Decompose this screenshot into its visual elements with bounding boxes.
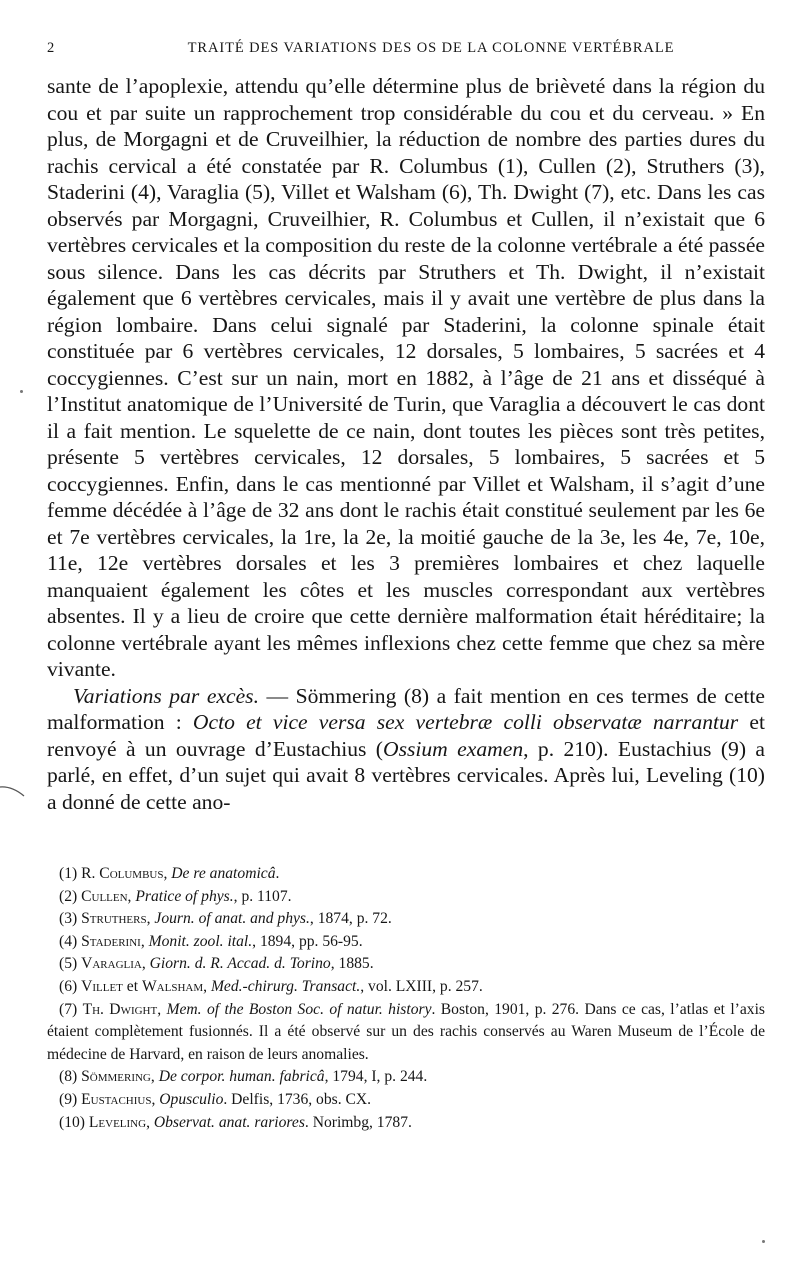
- paragraph-apoplexie: sante de l’apoplexie, attendu qu’elle détermine plus de brièveté dans la région du cou et par suite un rapprochement trop considérable du cou et du cerveau. » En plus, de Morgagni et de Cruveilhier, la réduction de nombre des parties dures du rachis cervical a été constatée par R. Columbus (1), Cullen (2), Struthers (3), Staderini (4), Varaglia (5), Villet et Walsham (6), Th. Dwight (7), etc. Dans les cas observés par Morgagni, Cruveilhier, R. Columbus et Cullen, il n’existait que 6 vertèbres cervicales et la composition du reste de la colonne vertébrale a été passée sous silence. Dans les cas décrits par Struthers et Th. Dwight, il n’existait également que 6 vertèbres cervicales, mais il y avait une vertèbre de plus dans la région lombaire. Dans celui signalé par Staderini, la colonne spinale était constituée par 6 vertèbres cervicales, 12 dorsales, 5 lombaires, 5 sacrées et 4 coccygiennes. C’est sur un nain, mort en 1882, à l’âge de 21 ans et disséqué à l’Institut anatomique de l’Université de Turin, que Varaglia a découvert le cas dont il a fait mention. Le squelette de ce nain, dont toutes les pièces sont très petites, présente 5 vertèbres cervicales, 12 dorsales, 5 lombaires, 5 sacrées et 5 coccygiennes. Enfin, dans le cas mentionné par Villet et Walsham, il s’agit d’une femme décédée à l’âge de 32 ans dont le rachis était constitué seulement par les 6e et 7e vertèbres cervicales, la 1re, la 2e, la moitié gauche de la 3e, les 4e, 7e, 10e, 11e, 12e vertèbres dorsales et les 3 premières lombaires et chez laquelle manquaient également les côtes et les muscles correspondant aux vertèbres absentes. Il y a lieu de croire que cette dernière malformation était héréditaire; la colonne vertébrale ayant les mêmes inflexions chez cette femme que chez sa mère vivante.: [47, 74, 765, 681]
- footnote-details: , 1874, p. 72.: [309, 910, 392, 928]
- footnote-author: Walsham: [141, 977, 204, 995]
- footnote-separator: ,: [163, 865, 172, 882]
- footnote-separator: ,: [146, 1113, 154, 1131]
- margin-dot: [762, 1240, 765, 1243]
- section-heading: Variations par excès.: [73, 683, 259, 708]
- paragraph-text: — Sömmering (8) a fait mention en ces termes de cette malformation :: [47, 683, 765, 734]
- footnote-author: Staderini: [81, 932, 141, 950]
- footnote-work: Opusculio: [159, 1090, 224, 1108]
- footnote-separator: et: [122, 977, 142, 995]
- footnote-number: (7): [59, 1000, 78, 1018]
- reference-title: Ossium examen: [382, 736, 524, 761]
- footnote-author: Th. Dwight: [82, 1000, 158, 1018]
- footnote-author: Varaglia: [81, 955, 142, 973]
- footnote-separator: ,: [146, 910, 155, 928]
- running-header: [47, 33, 765, 63]
- latin-quote: Octo et vice versa sex vertebræ colli observatæ narrantur: [192, 710, 739, 734]
- footnote-number: (3): [59, 910, 78, 928]
- page: [47, 33, 765, 1134]
- footnote-separator: ,: [151, 1090, 160, 1108]
- footnote-work: Journ. of anat. and phys.: [154, 910, 310, 928]
- footnote-number: (1): [59, 865, 78, 882]
- footnote: [47, 931, 765, 954]
- paragraph-text: , p. 210). Eustachius (9) a parlé, en effet, d’un sujet qui avait 8 vertèbres cervicales. Après lui, Leveling (10) a donné de cette ano-: [47, 736, 765, 814]
- footnote-work: De corpor. human. fabricâ: [158, 1068, 325, 1086]
- footnote-author: Leveling: [88, 1113, 147, 1131]
- footnote-details: . Norimbg, 1787.: [304, 1113, 412, 1131]
- footnote: [47, 1089, 765, 1112]
- footnote-separator: ,: [150, 1068, 159, 1086]
- footnote-number: (4): [59, 932, 78, 950]
- paragraph-variations-par-exces: [47, 683, 765, 816]
- footnote-author: R. Columbus: [81, 865, 164, 882]
- footnote-author: Sömmering: [81, 1068, 151, 1086]
- footnote-number: (2): [59, 887, 78, 905]
- footnotes: [47, 863, 765, 1134]
- paragraph-text: et renvoyé à un ouvrage d’Eustachius (: [47, 710, 765, 761]
- footnote-details: , 1885.: [330, 955, 374, 973]
- footnote-author: Cullen: [81, 887, 128, 905]
- footnote-number: (8): [59, 1068, 78, 1086]
- footnote: [47, 976, 765, 999]
- footnote-details: , 1894, pp. 56-95.: [252, 932, 363, 950]
- footnote-number: (6): [59, 977, 78, 995]
- footnote-separator: ,: [203, 977, 211, 995]
- footnote-work: Observat. anat. rariores: [153, 1113, 305, 1131]
- footnote-continuation: Dans ce cas, l’atlas et l’axis étaient complètement fusionnés. Il a été observé sur un des rachis conservés au Waren Museum de l’École de médecine de Harvard, en raison de leurs anomalies.: [47, 1000, 765, 1063]
- footnote: [47, 953, 765, 976]
- footnote-number: (5): [59, 955, 78, 973]
- footnote: [47, 1066, 765, 1089]
- footnote-details: . Delfis, 1736, obs. CX.: [223, 1090, 372, 1108]
- footnote: [47, 863, 765, 886]
- footnote-details: , p. 1107.: [233, 887, 292, 905]
- footnote: [47, 908, 765, 931]
- running-title: TRAITÉ DES VARIATIONS DES OS DE LA COLONNE VERTÉBRALE: [187, 40, 675, 56]
- body-text: [47, 73, 765, 815]
- footnote-details: , 1794, I, p. 244.: [324, 1068, 428, 1086]
- footnote-work: Giorn. d. R. Accad. d. Torino: [149, 955, 331, 973]
- footnote-work: Pratice of phys.: [135, 887, 234, 905]
- footnote: [47, 1112, 765, 1135]
- footnote-number: (9): [59, 1090, 78, 1108]
- page-number: 2: [47, 40, 56, 56]
- footnote-separator: ,: [157, 1000, 167, 1018]
- margin-dot: [20, 390, 23, 393]
- footnote-details: .: [275, 865, 280, 882]
- footnote-separator: ,: [141, 955, 150, 973]
- footnote-number: (10): [59, 1113, 85, 1131]
- footnote: [47, 999, 765, 1067]
- footnote-work: De re anatomicâ: [171, 865, 276, 882]
- footnote-details: . Boston, 1901, p. 276.: [431, 1000, 580, 1018]
- margin-pencil-mark: [0, 784, 26, 798]
- footnote-author: Villet: [81, 977, 123, 995]
- footnote-details: , vol. LXIII, p. 257.: [360, 977, 483, 995]
- footnote-work: Mem. of the Boston Soc. of natur. history: [166, 1000, 432, 1018]
- footnote-work: Monit. zool. ital.: [148, 932, 253, 950]
- footnote-author: Struthers: [81, 910, 147, 928]
- footnote-separator: ,: [140, 932, 149, 950]
- footnote-author: Eustachius: [81, 1090, 152, 1108]
- footnote-separator: ,: [127, 887, 136, 905]
- footnote: [47, 886, 765, 909]
- footnote-work: Med.-chirurg. Transact.: [210, 977, 361, 995]
